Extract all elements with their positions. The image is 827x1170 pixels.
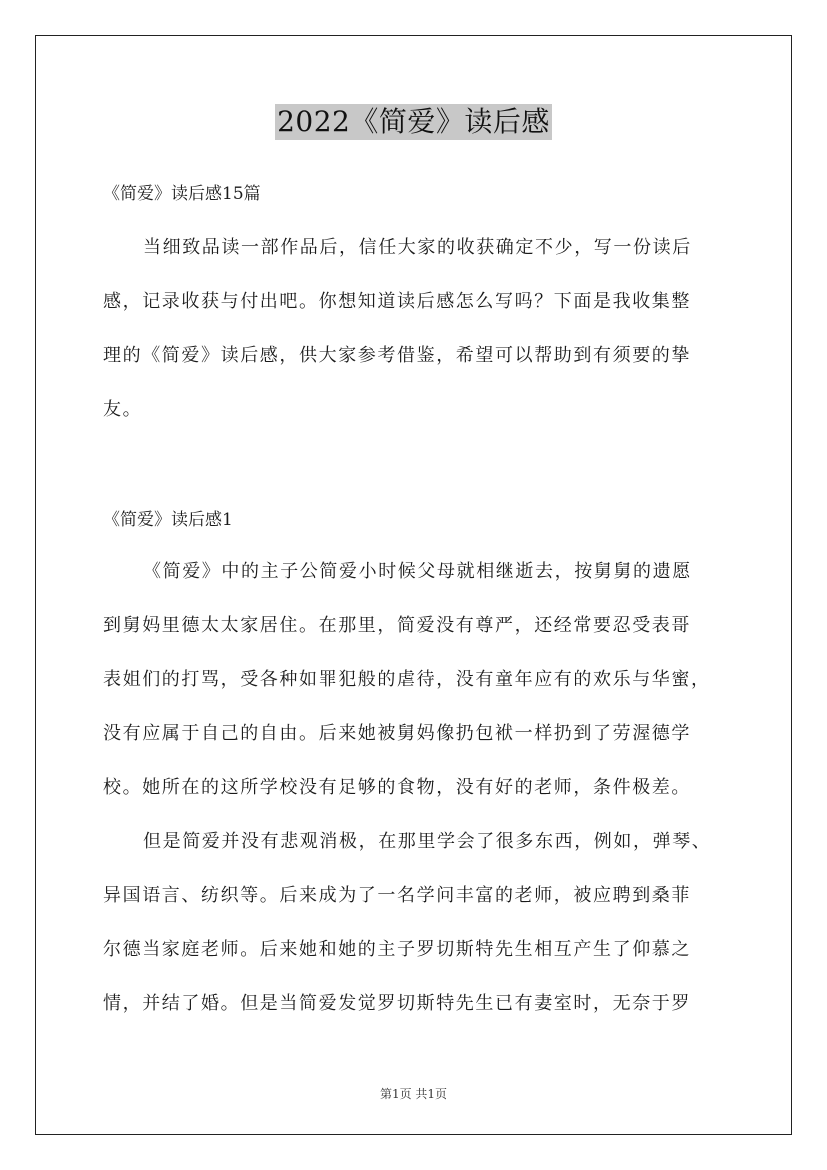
paragraph-line: 理的《简爱》读后感，供大家参考借鉴，希望可以帮助到有须要的挚 [103, 345, 691, 366]
paragraph-line: 异国语言、纺织等。后来成为了一名学问丰富的老师，被应聘到桑菲 [103, 885, 691, 906]
document-title: 2022《简爱》读后感 [277, 105, 550, 138]
section-heading: 《简爱》读后感1 [103, 510, 233, 530]
paragraph-line: 感，记录收获与付出吧。你想知道读后感怎么写吗？下面是我收集整 [103, 291, 691, 312]
paragraph-line: 到舅妈里德太太家居住。在那里，简爱没有尊严，还经常要忍受表哥 [103, 615, 691, 636]
section1-paragraph-2 [103, 815, 743, 1031]
paragraph-line: 校。她所在的这所学校没有足够的食物，没有好的老师，条件极差。 [103, 777, 691, 798]
section1-paragraph-1 [103, 545, 743, 815]
paragraph-line: 尔德当家庭老师。后来她和她的主子罗切斯特先生相互产生了仰慕之 [103, 939, 691, 960]
page-number-footer: 第1页 共1页 [379, 1087, 448, 1101]
paragraph-line: 当细致品读一部作品后，信任大家的收获确定不少，写一份读后 [143, 237, 692, 258]
paragraph-line: 但是简爱并没有悲观消极，在那里学会了很多东西，例如，弹琴、 [143, 831, 712, 852]
paragraph-line: 《简爱》中的主子公简爱小时候父母就相继逝去，按舅舅的遗愿 [143, 561, 692, 582]
paragraph-line: 友。 [103, 399, 143, 420]
paragraph-line: 没有应属于自己的自由。后来她被舅妈像扔包袱一样扔到了劳渥德学 [103, 723, 691, 744]
paragraph-line: 表姐们的打骂，受各种如罪犯般的虐待，没有童年应有的欢乐与华蜜， [103, 669, 711, 690]
intro-paragraph [103, 221, 743, 437]
document-subtitle: 《简爱》读后感15篇 [103, 184, 261, 204]
title-container [0, 104, 827, 140]
paragraph-line: 情，并结了婚。但是当简爱发觉罗切斯特先生已有妻室时，无奈于罗 [103, 993, 691, 1014]
